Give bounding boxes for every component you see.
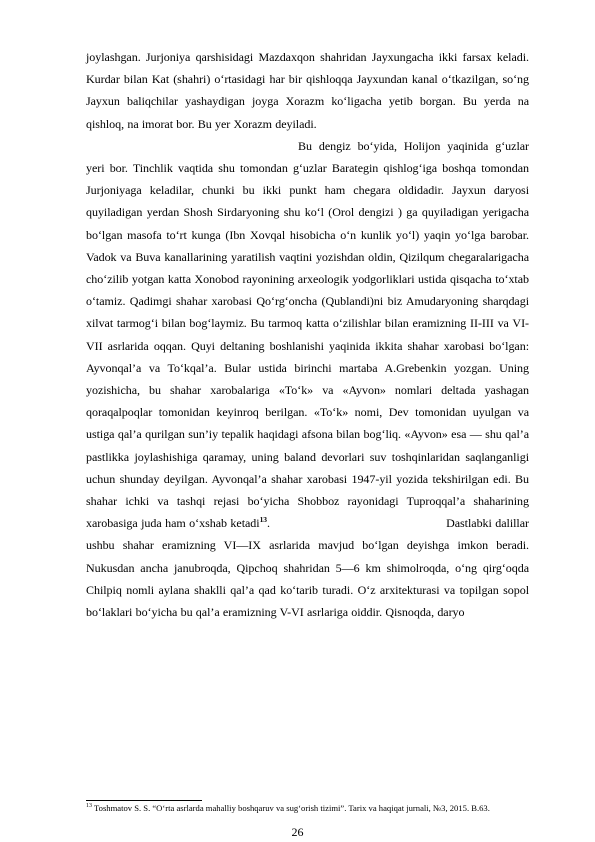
footnote-number: 13	[86, 803, 92, 810]
footnote-divider	[86, 800, 202, 801]
page-body	[86, 46, 529, 623]
paragraph-3: Dastlabki dalillar ushbu shahar eramizning VI—IX asrlarida mavjud bo‘lgan deyishga imkon beradi. Nukusdan ancha janubroqda, Qipchoq shahridan 5—6 km shimolroqda, o‘ng qirg‘oqda Chilpiq nomli aylana shaklli qal’a qad ko‘tarib turadi. O‘z arxitekturasi va topilgan sopol bo‘laklari bo‘yicha bu qal’a eramizning V-VI asrlariga oiddir. Qisnoqda, daryo	[86, 516, 529, 620]
paragraph-1: joylashgan. Jurjoniya qarshisidagi Mazdaxqon shahridan Jayxungacha ikki farsax keladi. Kurdar bilan Kat (shahri) o‘rtasidagi har bir qishloqqa Jayxundan kanal o‘tkazilgan, so‘ng Jayxun baliqchilar yashaydigan joyga Xorazm ko‘ligacha yetib borgan. Bu yerda na qishloq, na imorat bor. Bu yer Xorazm deyiladi.	[86, 50, 529, 131]
footnote-reference[interactable]: 13	[259, 515, 267, 525]
footnote-text: Toshmatov S. S. “O‘rta asrlarda mahalliy boshqaruv va sug‘orish tizimi”. Tarix va haqiqat jurnali, №3, 2015. B.63.	[92, 803, 490, 813]
footnote	[86, 803, 529, 815]
paragraph-2-end: .	[266, 516, 270, 531]
paragraph-2-text: Bu dengiz bo‘yida, Holijon yaqinida g‘uzlar yeri bor. Tinchlik vaqtida shu tomondan g‘uzlar Barategin qishlog‘iga boshqa tomondan Jurjoniyaga keladilar, chunki bu ikki punkt ham chegara oldidadir. Jayxun daryosi quyiladigan yerdan Shosh Sirdaryoning shu ko‘l (Orol dengizi ) ga quyiladigan yerigacha bo‘lgan masofa to‘rt kunga (Ibn Xovqal hisobicha o‘n kunlik yo‘l) yaqin yo‘lga barobar. Vadok va Buva kanallarining yaratilish vaqtini yozishdan oldin, Qizilqum chegaralarigacha cho‘zilib yotgan katta Xonobod rayonining arxeologik yodgorliklari ustida qisqacha to‘xtab o‘tamiz. Qadimgi shahar xarobasi Qo‘rg‘oncha (Qublandi)ni biz Amudaryoning sharqdagi xilvat tarmog‘i bilan bog‘laymiz. Bu tarmoq katta o‘zilishlar bilan eramizning II-III va VI-VII asrlarida oqqan. Quyi deltaning boshlanishi yaqinida ikkita shahar xarobasi bo‘lgan: Ayvonqal’a va To‘kqal’a. Bular ustida birinchi martaba A.Grebenkin yozgan. Uning yozishicha, bu shahar xarobalariga «To‘k» va «Ayvon» nomlari deltada yashagan qoraqalpoqlar tomonidan keyinroq berilgan. «To‘k» nomi, Dev tomonidan uyulgan va ustiga qal’a qurilgan sun’iy tepalik haqidagi afsona bilan bog‘liq. «Ayvon» esa — shu qal’a pastlikka joylashishiga qaramay, uning baland devorlari suv toshqinlaridan saqlanganligi uchun shunday deyilgan. Ayvonqal’a shahar xarobasi 1947-yil yozida tekshirilgan edi. Bu shahar ichki va tashqi rejasi bo‘yicha Shobboz rayonidagi Tuproqqal’a shaharining xarobasiga juda ham o‘xshab ketadi	[86, 138, 529, 531]
paragraph-2	[86, 135, 529, 623]
page-number: 26	[291, 825, 304, 839]
